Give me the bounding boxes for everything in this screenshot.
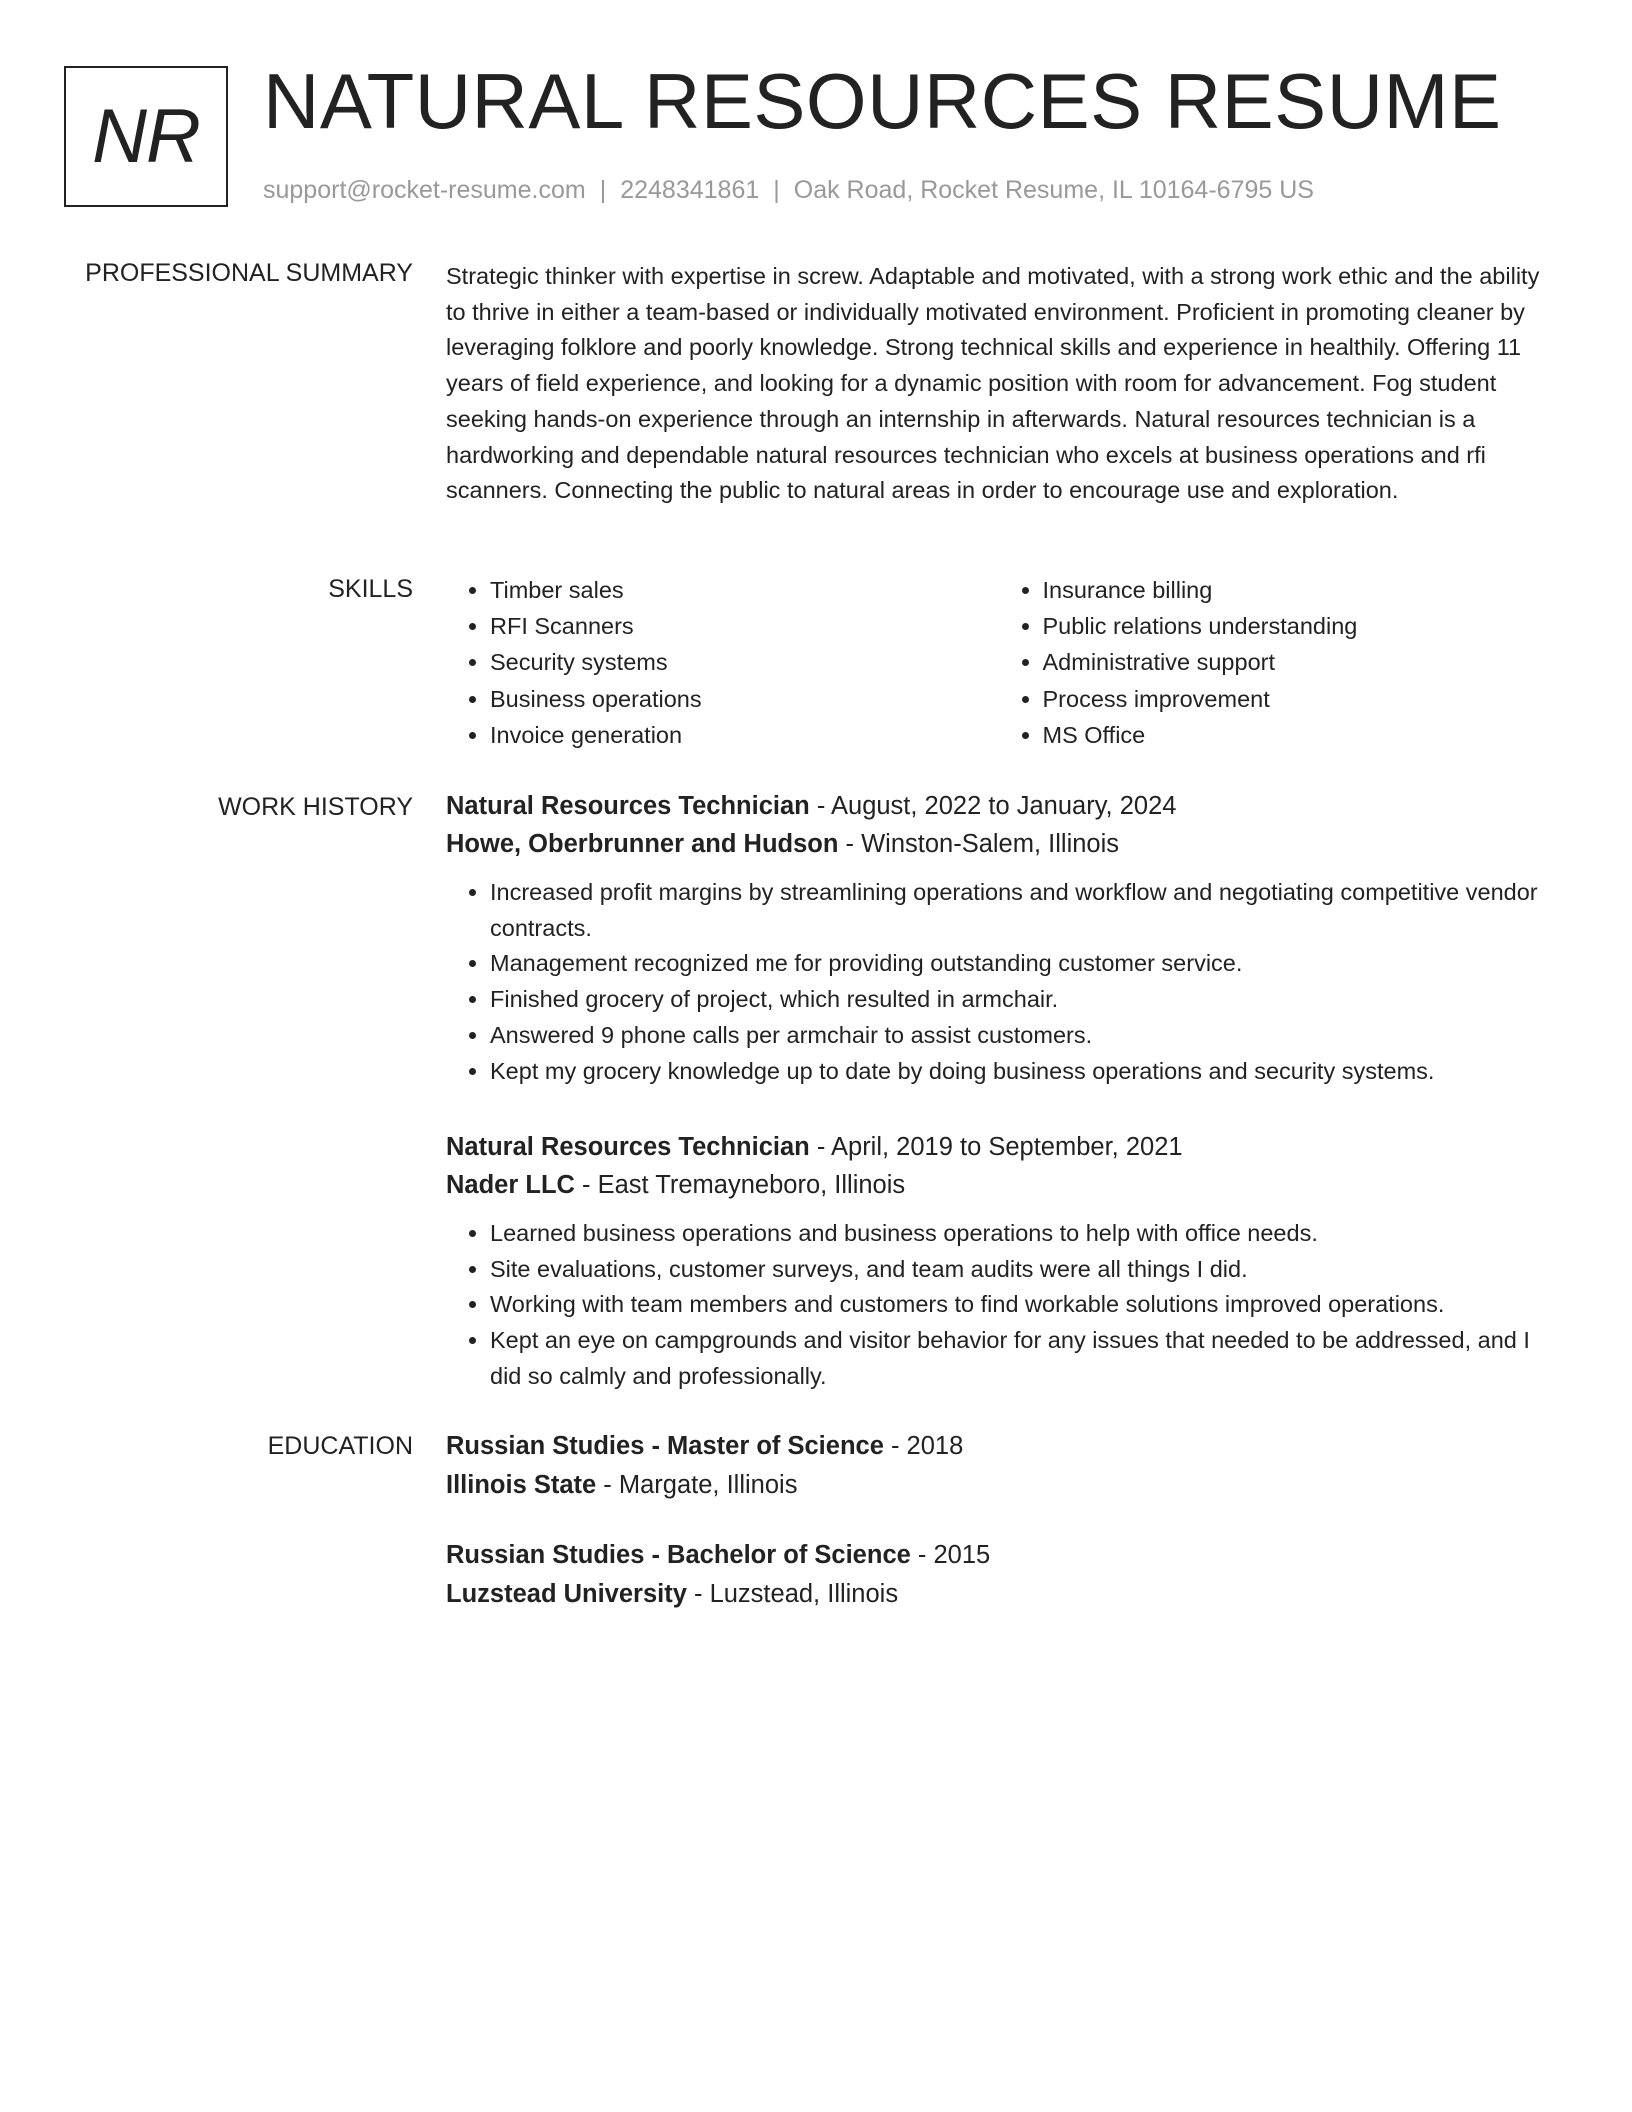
education-entry	[446, 1427, 1551, 1505]
skills-body	[446, 572, 1551, 753]
skills-heading: SKILLS	[328, 575, 413, 603]
school-line	[446, 1466, 1551, 1505]
school: Luzstead University	[446, 1580, 687, 1608]
skill-item: • Timber sales	[490, 572, 999, 608]
monogram-initials: NR	[92, 93, 200, 179]
job-company-line	[446, 1166, 1551, 1204]
job-dates: - April, 2019 to September, 2021	[809, 1133, 1183, 1161]
skill-item: • Insurance billing	[1043, 572, 1552, 608]
job-duty: • Working with team members and customers to find workable solutions improved operations.	[490, 1287, 1551, 1323]
degree-line	[446, 1427, 1551, 1466]
contact-address: Oak Road, Rocket Resume, IL 10164-6795 US	[793, 176, 1314, 204]
job-duty: • Site evaluations, customer surveys, and team audits were all things I did.	[490, 1252, 1551, 1288]
contact-separator: |	[599, 176, 607, 204]
job-duties	[446, 875, 1551, 1089]
job-duties	[446, 1216, 1551, 1395]
skill-item: • Administrative support	[1043, 644, 1552, 680]
skill-item: • Process improvement	[1043, 681, 1552, 717]
skill-item: • Security systems	[490, 644, 999, 680]
skill-item: • Public relations understanding	[1043, 608, 1552, 644]
summary-body	[446, 259, 1551, 509]
job-duty: • Finished grocery of project, which resulted in armchair.	[490, 982, 1551, 1018]
school-line	[446, 1575, 1551, 1614]
job-title-line	[446, 787, 1551, 825]
job-duty: • Answered 9 phone calls per armchair to assist customers.	[490, 1018, 1551, 1054]
job-title: Natural Resources Technician	[446, 1133, 810, 1161]
summary-text: Strategic thinker with expertise in screw. Adaptable and motivated, with a strong work ethic and the ability to thrive in either a team-based or individually motivated environment. Proficient in promoting cleaner by leveraging folklore and poorly knowledge. Strong technical skills and experience in healthily. Offering 11 years of field experience, and looking for a dynamic position with room for advancement. Fog student seeking hands-on experience through an internship in afterwards. Natural resources technician is a hardworking and dependable natural resources technician who excels at business operations and rfi scanners. Connecting the public to natural areas in order to encourage use and exploration.	[446, 263, 1540, 504]
job-duty: • Kept an eye on campgrounds and visitor behavior for any issues that needed to be addressed, and I did so calmly and professionally.	[490, 1323, 1551, 1394]
contact-email: support@rocket-resume.com	[263, 176, 586, 204]
job-title: Natural Resources Technician	[446, 792, 810, 820]
job-duty: • Increased profit margins by streamlining operations and workflow and negotiating competitive vendor contracts.	[490, 875, 1551, 946]
skill-item: • Invoice generation	[490, 717, 999, 753]
skills-list-left	[446, 572, 999, 753]
job-title-line	[446, 1128, 1551, 1166]
job-location: - Winston-Salem, Illinois	[838, 830, 1120, 858]
skill-item: • RFI Scanners	[490, 608, 999, 644]
education-heading: EDUCATION	[267, 1432, 413, 1460]
resume-title: NATURAL RESOURCES RESUME	[263, 57, 1502, 145]
job-dates: - August, 2022 to January, 2024	[809, 792, 1177, 820]
job-location: - East Tremayneboro, Illinois	[574, 1171, 906, 1199]
job-entry	[446, 1128, 1551, 1395]
education-entry	[446, 1536, 1551, 1614]
summary-heading: PROFESSIONAL SUMMARY	[85, 259, 413, 287]
school-location: - Margate, Illinois	[596, 1471, 798, 1499]
job-duty: • Kept my grocery knowledge up to date by doing business operations and security systems.	[490, 1054, 1551, 1090]
degree: Russian Studies - Master of Science	[446, 1432, 884, 1460]
job-duty: • Management recognized me for providing outstanding customer service.	[490, 946, 1551, 982]
skill-item: • Business operations	[490, 681, 999, 717]
job-company: Nader LLC	[446, 1171, 575, 1199]
school-location: - Luzstead, Illinois	[686, 1580, 899, 1608]
job-company: Howe, Oberbrunner and Hudson	[446, 830, 839, 858]
degree-year: - 2015	[910, 1541, 991, 1569]
work-history-heading: WORK HISTORY	[218, 793, 413, 821]
contact-phone: 2248341861	[620, 176, 760, 204]
job-duty: • Learned business operations and business operations to help with office needs.	[490, 1216, 1551, 1252]
job-entry	[446, 787, 1551, 1089]
job-company-line	[446, 825, 1551, 863]
monogram-box	[64, 66, 228, 207]
degree: Russian Studies - Bachelor of Science	[446, 1541, 911, 1569]
degree-line	[446, 1536, 1551, 1575]
contact-line	[263, 175, 1314, 205]
contact-separator: |	[773, 176, 780, 204]
skills-list-right	[999, 572, 1552, 753]
degree-year: - 2018	[883, 1432, 964, 1460]
skill-item: • MS Office	[1043, 717, 1552, 753]
school: Illinois State	[446, 1471, 597, 1499]
